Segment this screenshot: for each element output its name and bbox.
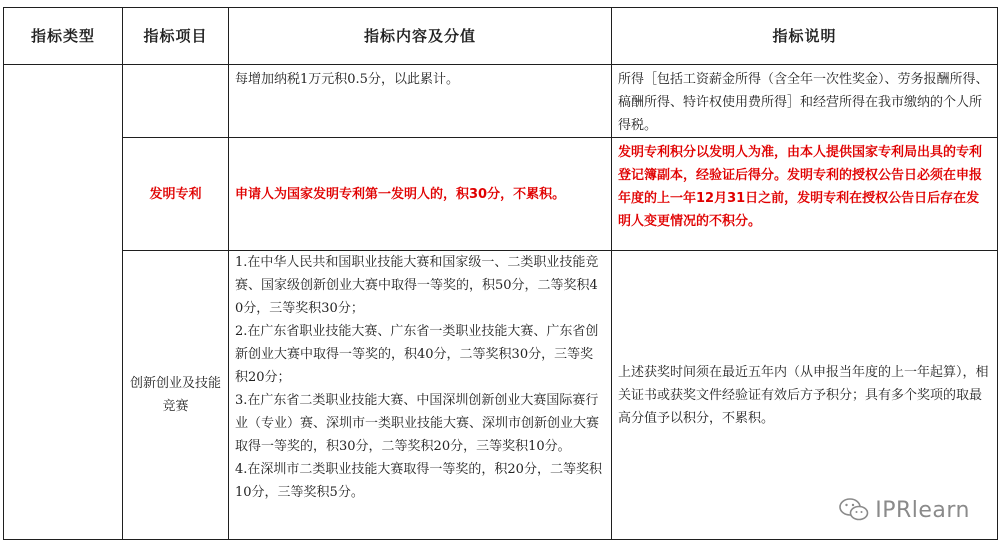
note-text-patent: 发明专利积分以发明人为准，由本人提供国家专利局出具的专利登记簿副本，经验证后得分。发明专利的授权公告日必须在申报年度的上一年12月31日之前，发明专利在授权公告日后存在发明人变更情况的不积分。 xyxy=(618,145,983,229)
table-row-patent xyxy=(4,138,998,251)
note-text-competition: 上述获奖时间须在最近五年内（从申报当年度的上一年起算），相关证书或获奖文件经验证有效后方予积分；具有多个奖项的取最高分值予以积分，不累积。 xyxy=(618,364,989,426)
watermark-text: IPRlearn xyxy=(875,497,970,523)
table-header-row xyxy=(4,8,998,65)
watermark xyxy=(839,497,970,523)
note-cell-patent xyxy=(612,138,998,251)
content-text: 每增加纳税1万元积0.5分，以此累计。 xyxy=(235,72,459,87)
item-cell-patent: 发明专利 xyxy=(123,138,229,251)
content-cell xyxy=(229,65,612,138)
content-text-patent: 申请人为国家发明专利第一发明人的，积30分，不累积。 xyxy=(235,186,566,202)
score-table xyxy=(3,7,998,540)
note-cell xyxy=(612,65,998,138)
note-text: 所得［包括工资薪金所得（含全年一次性奖金）、劳务报酬所得、稿酬所得、特许权使用费所得］和经营所得在我市缴纳的个人所得税。 xyxy=(618,72,989,133)
content-cell-patent xyxy=(229,138,612,251)
table-row xyxy=(4,65,998,138)
header-content: 指标内容及分值 xyxy=(229,8,612,65)
content-cell-competition xyxy=(229,251,612,540)
header-note: 指标说明 xyxy=(612,8,998,65)
item-cell-competition: 创新创业及技能竞赛 xyxy=(123,251,229,540)
type-cell xyxy=(4,65,123,540)
list-item: 3.在广东省二类职业技能大赛、中国深圳创新创业大赛国际赛行业（专业）赛、深圳市一类职业技能大赛、深圳市创新创业大赛取得一等奖的，积30分，二等奖积20分，三等奖积10分。 xyxy=(235,393,600,454)
wechat-icon xyxy=(839,497,869,523)
list-item: 1.在中华人民共和国职业技能大赛和国家级一、二类职业技能竞赛、国家级创新创业大赛中取得一等奖的，积50分，二等奖积40分，三等奖积30分； xyxy=(235,255,599,316)
header-item: 指标项目 xyxy=(123,8,229,65)
header-type: 指标类型 xyxy=(4,8,123,65)
list-item: 4.在深圳市二类职业技能大赛取得一等奖的，积20分，二等奖积10分，三等奖积5分。 xyxy=(235,462,602,500)
list-item: 2.在广东省职业技能大赛、广东省一类职业技能大赛、广东省创新创业大赛中取得一等奖的，积40分，二等奖积30分，三等奖积20分； xyxy=(235,324,599,385)
item-cell xyxy=(123,65,229,138)
